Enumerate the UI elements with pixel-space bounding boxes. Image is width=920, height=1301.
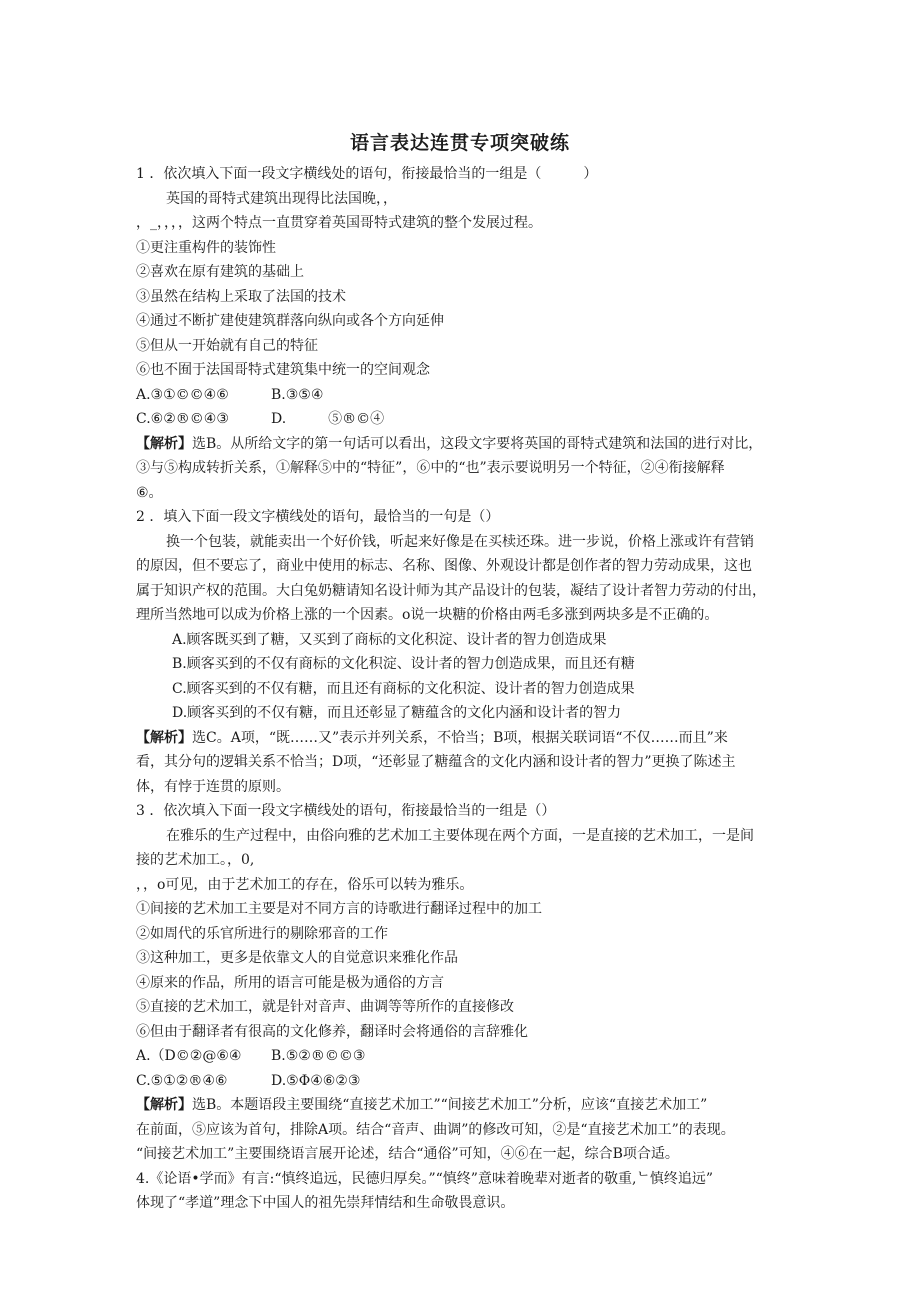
q2-option-a: A.顾客既买到了糖，又买到了商标的文化积淀、设计者的智力创造成果 [172, 631, 607, 648]
q3-passage-line: 接的艺术加工。，0, [136, 852, 255, 868]
page-title: 语言表达连贯专项突破练 [349, 132, 570, 154]
analysis-label: 【解析】 [136, 729, 192, 746]
q2-passage-line: 属于知识产权的范围。大白兔奶糖请知名设计师为其产品设计的包装，凝结了设计者智力劳动的付出， [136, 582, 766, 599]
q3-item: ⑥但由于翻译者有很高的文化修养，翻译时会将通俗的言辞雅化 [136, 1023, 528, 1040]
q3-passage-line: ，，o可见，由于艺术加工的存在，俗乐可以转为雅乐。 [136, 876, 474, 893]
q3-analysis-line: “间接艺术加工”主要围绕语言展开论述，结合“通俗”可知，④⑥在一起，综合B项合适。 [136, 1146, 679, 1162]
q2-analysis-line: 体，有悖于连贯的原则。 [136, 778, 290, 795]
q1-analysis [136, 432, 800, 457]
analysis-text: 选B。从所给文字的第一句话可以看出，这段文字要将英国的哥特式建筑和法国的进行对比， [192, 435, 763, 452]
q2-analysis-line: 看，其分句的逻辑关系不恰当；D项，“还彰显了糖蕴含的文化内涵和设计者的智力”更换了陈述主 [136, 754, 736, 770]
q1-item: ④通过不断扩建使建筑群落向纵向或各个方向延伸 [136, 313, 444, 329]
q3-stem: 3 ．依次填入下面一段文字横线处的语句，衔接最恰当的一组是（） [136, 803, 556, 819]
document-body [136, 162, 800, 1216]
q4-line: 4.《论语•学而》有言:“慎终追远，民德归厚矣。”“慎终”意味着晚辈对逝者的敬重,ᄂ慎终追远” [136, 1170, 714, 1187]
q1-item: ③虽然在结构上采取了法国的技术 [136, 288, 346, 305]
q2-passage-line: 的原因，但不要忘了，商业中使用的标志、名称、图像、外观设计都是创作者的智力劳动成果，这也 [136, 558, 752, 574]
q3-item: ②如周代的乐官所进行的剔除邪音的工作 [136, 925, 388, 942]
q1-choice-d: D. ⑤®©④ [271, 411, 385, 427]
q2-analysis [136, 726, 800, 751]
q1-item: ⑤但从一开始就有自己的特征 [136, 337, 318, 354]
q2-option-d: D.顾客买到的不仅有糖，而且还彰显了糖蕴含的文化内涵和设计者的智力 [172, 705, 622, 721]
q2-option-c: C.顾客买到的不仅有糖，而且还有商标的文化积淀、设计者的智力创造成果 [172, 680, 635, 697]
q3-item: ⑤直接的艺术加工，就是针对音声、曲调等等所作的直接修改 [136, 999, 514, 1015]
q1-choice-a: A.③①©©④⑥ [136, 386, 229, 403]
analysis-text: 选B。本题语段主要围绕“直接艺术加工”“间接艺术加工”分析，应该“直接艺术加工” [192, 1097, 708, 1113]
q3-item: ④原来的作品，所用的语言可能是极为通俗的方言 [136, 974, 444, 991]
analysis-label: 【解析】 [136, 435, 192, 452]
q1-choices-row [136, 383, 800, 408]
q1-passage-line: ，_，，，，这两个特点一直贯穿着英国哥特式建筑的整个发展过程。 [136, 215, 542, 231]
q1-stem: 1 ．依次填入下面一段文字横线处的语句，衔接最恰当的一组是（ ） [136, 166, 598, 182]
q1-item: ①更注重构件的装饰性 [136, 239, 276, 256]
q1-choice-c: C.⑥②®©④③ [136, 411, 229, 427]
q2-stem: 2 ．填入下面一段文字横线处的语句，最恰当的一句是（） [136, 509, 500, 525]
q4-line: 体现了“孝道”理念下中国人的祖先崇拜情结和生命敬畏意识。 [136, 1195, 515, 1211]
q3-choice-b: B.⑤②®©©③ [271, 1048, 366, 1064]
q3-analysis-line: 在前面，⑤应该为首句，排除A项。结合“音声、曲调”的修改可知，②是“直接艺术加工”的表现。 [136, 1121, 735, 1138]
q3-choice-a: A.（D©②@⑥④ [136, 1048, 242, 1064]
q1-item: ⑥也不囿于法国哥特式建筑集中统一的空间观念 [136, 362, 430, 378]
q1-passage-line: 英国的哥特式建筑出现得比法国晚，， [166, 190, 397, 207]
analysis-label: 【解析】 [136, 1097, 192, 1113]
q2-passage-line: 理所当然地可以成为价格上涨的一个因素。o说一块糖的价格由两毛多涨到两块多是不正确的。 [136, 607, 719, 623]
q2-passage-line: 换一个包装，就能卖出一个好价钱，听起来好像是在买椟还珠。进一步说，价格上涨或许有营销 [166, 533, 754, 550]
q3-item: ③这种加工，更多是依靠文人的自觉意识来雅化作品 [136, 950, 458, 966]
q1-analysis-line: ③与⑤构成转折关系，①解释⑤中的“特征”，⑥中的“也”表示要说明另一个特征，②④衔接解释 [136, 460, 725, 476]
q1-analysis-line: ⑥。 [136, 484, 163, 501]
q3-passage-line: 在雅乐的生产过程中，由俗向雅的艺术加工主要体现在两个方面，一是直接的艺术加工，一是间 [166, 827, 754, 844]
q2-option-b: B.顾客买到的不仅有商标的文化积淀、设计者的智力创造成果，而且还有糖 [172, 656, 635, 672]
q3-choices-row [136, 1044, 800, 1069]
q3-item: ①间接的艺术加工主要是对不同方言的诗歌进行翻译过程中的加工 [136, 901, 542, 917]
analysis-text: 选C。A项，“既……又”表示并列关系，不恰当；B项，根据关联词语“不仅……而且”来 [192, 729, 728, 746]
q3-choice-d: D.⑤Φ④⑥②③ [271, 1072, 361, 1089]
q1-choices-row [136, 407, 800, 432]
q1-item: ②喜欢在原有建筑的基础上 [136, 264, 304, 280]
q1-choice-b: B.③⑤④ [271, 386, 324, 403]
q3-choices-row [136, 1069, 800, 1094]
q3-analysis [136, 1093, 800, 1118]
q3-choice-c: C.⑤①②®④⑥ [136, 1072, 228, 1089]
